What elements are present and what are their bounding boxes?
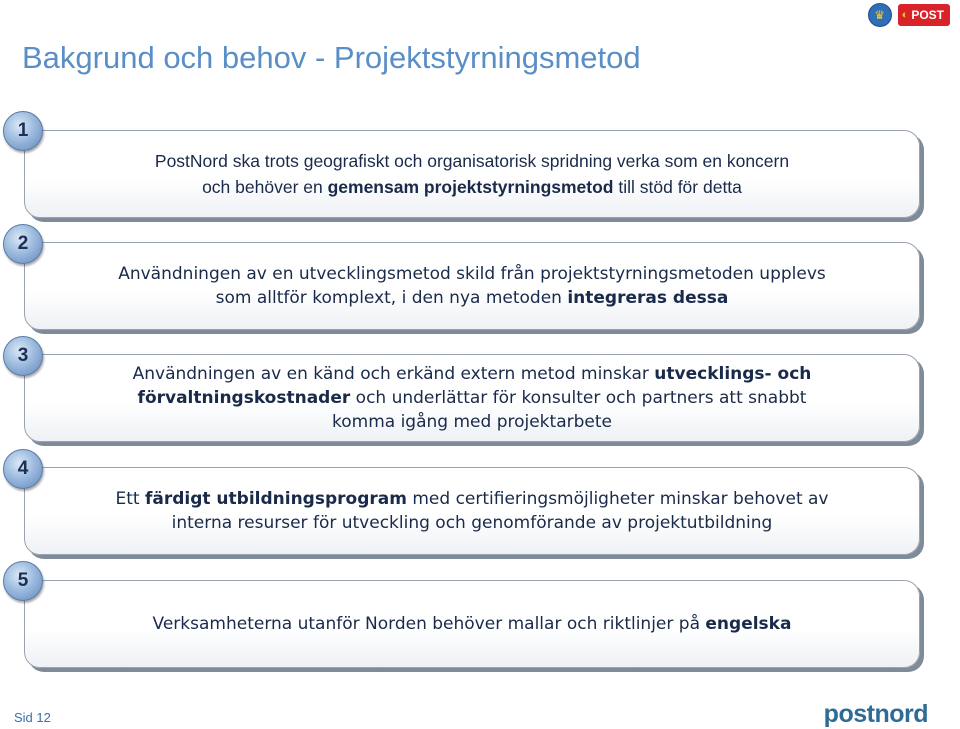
- item-box-4: [24, 467, 920, 555]
- text-run: PostNord ska trots geografiskt och organisatorisk spridning verka som en koncern: [154, 151, 790, 171]
- item-text-1: [135, 148, 809, 200]
- text-run: Ett: [115, 489, 145, 509]
- text-run: som alltför komplext, i den nya metoden: [215, 288, 568, 308]
- text-run: komma igång med projektarbete: [332, 412, 612, 432]
- text-run: och underlättar för konsulter och partners att snabbt: [350, 388, 807, 408]
- number-badge-4: 4: [3, 449, 43, 489]
- item-2-line-1: [118, 262, 826, 286]
- header-logos: [868, 3, 950, 27]
- post-logo: [898, 4, 950, 26]
- text-run-bold: gemensam projektstyrningsmetod: [327, 177, 614, 197]
- text-run: interna resurser för utveckling och genomförande av projektutbildning: [171, 513, 773, 533]
- number-badge-5: 5: [3, 561, 43, 601]
- item-1-line-2: [155, 174, 789, 200]
- item-2-line-2: [118, 286, 826, 310]
- item-box-1: [24, 130, 920, 218]
- postnord-logo: postnord: [823, 700, 928, 728]
- item-1-line-1: [155, 148, 789, 174]
- text-run: Verksamheterna utanför Norden behöver mallar och riktlinjer på: [152, 614, 706, 634]
- text-run: Användningen av en utvecklingsmetod skild från projektstyrningsmetoden upplevs: [118, 264, 826, 284]
- item-text-2: [98, 262, 846, 310]
- item-text-4: [95, 487, 848, 535]
- number-badge-3: 3: [3, 336, 43, 376]
- number-badge-1: 1: [3, 111, 43, 151]
- text-run-bold: engelska: [705, 614, 792, 634]
- item-box-2: [24, 242, 920, 330]
- item-3-line-1: [133, 362, 812, 386]
- item-box-5: [24, 580, 920, 668]
- text-run-bold: utvecklings- och: [654, 364, 812, 384]
- post-logo-text: POST: [911, 8, 944, 22]
- item-text-3: [113, 362, 832, 434]
- crown-emblem-icon: ♛: [868, 3, 892, 27]
- item-text-5: [133, 612, 812, 636]
- item-4-line-1: [115, 487, 828, 511]
- text-run-bold: integreras dessa: [567, 288, 729, 308]
- text-run-bold: förvaltningskostnader: [137, 388, 351, 408]
- text-run: och behöver en: [202, 177, 328, 197]
- posthorn-icon: ◐: [901, 9, 909, 21]
- page-number: Sid 12: [14, 710, 51, 725]
- text-run-bold: färdigt utbildningsprogram: [144, 489, 407, 509]
- item-5-line-1: [153, 612, 792, 636]
- item-4-line-2: [115, 511, 828, 535]
- text-run: till stöd för detta: [613, 177, 742, 197]
- item-3-line-2: [133, 386, 812, 410]
- number-badge-2: 2: [3, 224, 43, 264]
- text-run: med certifieringsmöjligheter minskar behovet av: [406, 489, 829, 509]
- slide-title: Bakgrund och behov - Projektstyrningsmetod: [22, 40, 641, 75]
- text-run: Användningen av en känd och erkänd extern metod minskar: [132, 364, 655, 384]
- item-box-3: [24, 354, 920, 442]
- item-3-line-3: [133, 410, 812, 434]
